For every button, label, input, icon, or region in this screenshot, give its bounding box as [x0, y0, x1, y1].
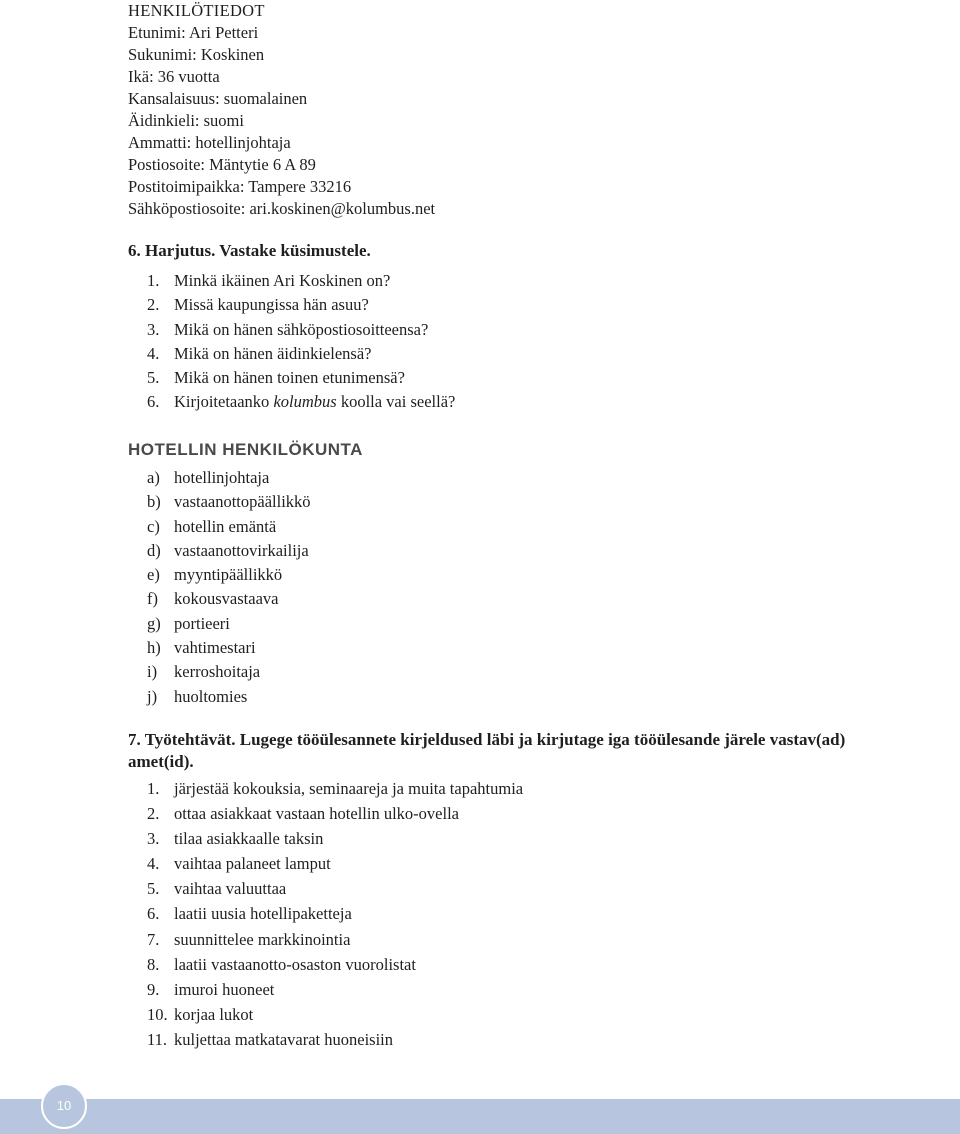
info-mother-tongue: Äidinkieli: suomi — [128, 111, 244, 130]
info-age: Ikä: 36 vuotta — [128, 67, 220, 86]
task-item — [147, 977, 523, 1002]
question-text-post: koolla vai seellä? — [336, 392, 456, 412]
question-text-italic: kolumbus — [273, 392, 337, 412]
staff-letter: g) — [147, 613, 161, 633]
question-number: 5. — [147, 368, 160, 388]
question-number: 3. — [147, 319, 160, 339]
info-profession: Ammatti: hotellinjohtaja — [128, 133, 291, 152]
task-item — [147, 876, 523, 901]
question-number: 6. — [147, 392, 160, 412]
exercise-6-title: 6. Harjutus. Vastake küsimustele. — [128, 241, 371, 260]
staff-item — [147, 515, 311, 539]
question-text: Mikä on hänen sähköpostiosoitteensa? — [174, 319, 429, 339]
question-item — [147, 293, 455, 317]
staff-item — [147, 685, 311, 709]
task-item — [147, 1002, 523, 1027]
exercise-7-title: 7. Työtehtävät. Lugege tööülesannete kirjeldused läbi ja kirjutage iga tööülesande järele vastav(ad) amet(id). — [128, 730, 846, 771]
task-text: imuroi huoneet — [174, 979, 275, 999]
task-item — [147, 851, 523, 876]
info-last-name: Sukunimi: Koskinen — [128, 45, 265, 64]
task-item — [147, 826, 523, 851]
question-item — [147, 366, 455, 390]
staff-item — [147, 539, 311, 563]
info-postal-address: Postiosoite: Mäntytie 6 A 89 — [128, 155, 316, 174]
staff-item — [147, 587, 311, 611]
staff-title: kokousvastaava — [174, 589, 279, 609]
task-number: 6. — [147, 904, 160, 924]
task-text: järjestää kokouksia, seminaareja ja muita tapahtumia — [174, 779, 524, 798]
staff-letter: e) — [147, 565, 160, 585]
task-text: vaihtaa palaneet lamput — [174, 854, 331, 874]
staff-item — [147, 563, 311, 587]
staff-item — [147, 466, 311, 490]
question-number: 4. — [147, 343, 160, 363]
question-item — [147, 342, 455, 366]
task-text: tilaa asiakkaalle taksin — [174, 829, 324, 849]
task-item — [147, 801, 523, 826]
staff-item — [147, 612, 311, 636]
task-item — [147, 901, 523, 926]
staff-section-title: HOTELLIN HENKILÖKUNTA — [128, 440, 363, 459]
staff-letter: f) — [147, 589, 158, 609]
question-text: Mikä on hänen äidinkielensä? — [174, 343, 372, 363]
staff-item — [147, 490, 311, 514]
task-text: ottaa asiakkaat vastaan hotellin ulko-ovella — [174, 804, 459, 824]
staff-title: kerroshoitaja — [174, 662, 261, 682]
question-text: Minkä ikäinen Ari Koskinen on? — [174, 271, 391, 290]
page-number-badge — [41, 1083, 87, 1129]
task-number: 8. — [147, 954, 160, 974]
task-number: 5. — [147, 879, 160, 899]
task-number: 4. — [147, 854, 160, 874]
staff-title: hotellin emäntä — [174, 516, 277, 536]
info-post-office: Postitoimipaikka: Tampere 33216 — [128, 177, 352, 196]
staff-title: myyntipäällikkö — [174, 565, 283, 585]
question-item — [147, 269, 455, 293]
exercise-6-questions — [147, 269, 455, 415]
task-number: 10. — [147, 1004, 168, 1024]
staff-letter: b) — [147, 492, 161, 512]
staff-item — [147, 660, 311, 684]
staff-letter: h) — [147, 638, 161, 658]
staff-title: vastaanottopäällikkö — [174, 492, 311, 512]
question-item — [147, 318, 455, 342]
task-text: kuljettaa matkatavarat huoneisiin — [174, 1029, 394, 1049]
task-text: vaihtaa valuuttaa — [174, 879, 287, 899]
task-item — [147, 776, 523, 801]
task-text: laatii vastaanotto-osaston vuorolistat — [174, 954, 416, 974]
task-number: 9. — [147, 979, 160, 999]
task-item — [147, 1027, 523, 1052]
question-number: 1. — [147, 271, 160, 290]
staff-letter: j) — [147, 686, 158, 706]
staff-title: vastaanottovirkailija — [174, 540, 309, 560]
staff-letter: c) — [147, 516, 160, 536]
info-email: Sähköpostiosoite: ari.koskinen@kolumbus.net — [128, 199, 436, 218]
info-nationality: Kansalaisuus: suomalainen — [128, 89, 308, 108]
staff-title: hotellinjohtaja — [174, 468, 270, 487]
staff-title: portieeri — [174, 613, 230, 633]
staff-list — [147, 466, 311, 709]
page-number: 10 — [56, 1098, 72, 1113]
task-text: laatii uusia hotellipaketteja — [174, 904, 352, 924]
footer-band — [0, 1099, 960, 1134]
staff-letter: i) — [147, 662, 158, 682]
question-item — [147, 390, 455, 414]
task-number: 7. — [147, 929, 160, 949]
exercise-7-tasks — [147, 776, 523, 1052]
task-item — [147, 952, 523, 977]
staff-item — [147, 636, 311, 660]
task-text: korjaa lukot — [174, 1004, 254, 1024]
task-text: suunnittelee markkinointia — [174, 929, 351, 949]
task-number: 11. — [147, 1029, 168, 1049]
staff-letter: a) — [147, 468, 160, 487]
question-text: Mikä on hänen toinen etunimensä? — [174, 368, 405, 388]
question-text: Missä kaupungissa hän asuu? — [174, 295, 369, 315]
info-first-name: Etunimi: Ari Petteri — [128, 23, 259, 42]
staff-title: vahtimestari — [174, 638, 256, 658]
staff-title: huoltomies — [174, 686, 248, 706]
task-number: 1. — [147, 779, 160, 798]
staff-letter: d) — [147, 540, 161, 560]
task-item — [147, 927, 523, 952]
question-number: 2. — [147, 295, 160, 315]
personal-info — [128, 0, 828, 220]
personal-info-title: HENKILÖTIEDOT — [128, 1, 265, 20]
task-number: 3. — [147, 829, 160, 849]
task-number: 2. — [147, 804, 160, 824]
question-text-pre: Kirjoitetaanko — [174, 392, 274, 412]
